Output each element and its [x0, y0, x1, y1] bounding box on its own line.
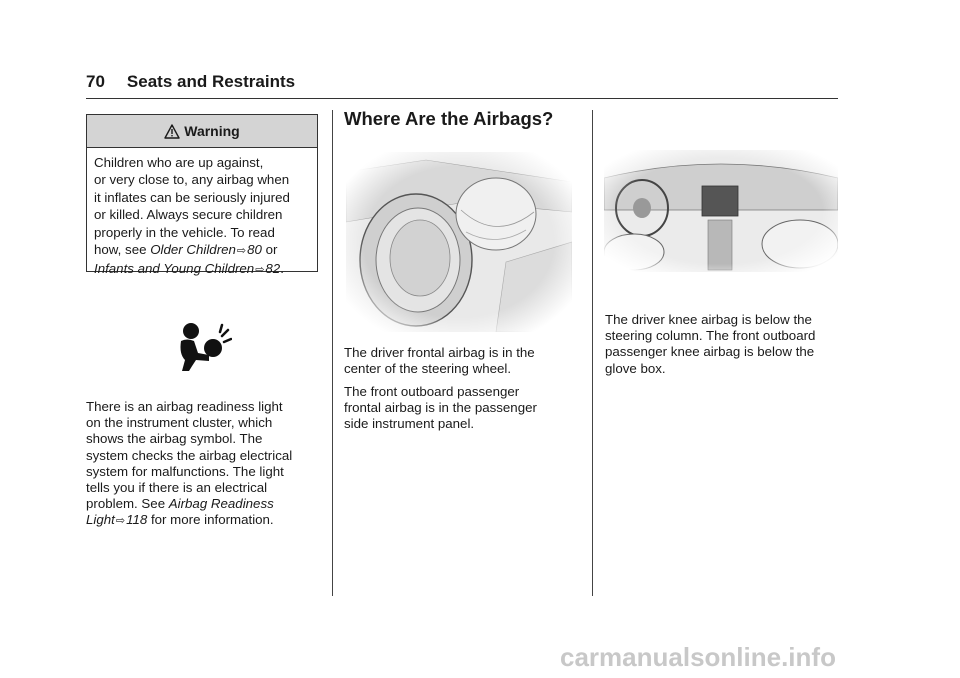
warning-line: or very close to, any airbag when [94, 172, 290, 188]
warning-line: it inflates can be seriously injured [94, 189, 290, 205]
link-infants-page[interactable]: 82 [265, 261, 281, 277]
text-line [86, 496, 292, 512]
text-line: glove box. [605, 360, 666, 376]
text-line: on the instrument cluster, which [86, 415, 273, 431]
airbag-readiness-symbol-icon [176, 322, 232, 372]
text-line: system checks the airbag electrical [86, 447, 293, 463]
page-ref-icon: ⇨ [236, 245, 247, 258]
text-line: The driver knee airbag is below the [605, 312, 812, 327]
warning-line-text: or [261, 242, 278, 258]
link-airbag-readiness-light-cont[interactable]: Light [86, 512, 115, 528]
readiness-light-text [86, 399, 292, 530]
header-rule [86, 98, 838, 99]
section-title: Seats and Restraints [126, 72, 296, 91]
page-ref-icon: ⇨ [115, 515, 126, 528]
column-divider-1 [332, 110, 333, 596]
warning-title: Warning [184, 123, 240, 139]
text-line-part: for more information. [147, 512, 274, 528]
text-line: passenger knee airbag is below the [605, 344, 815, 360]
warning-text [87, 148, 317, 280]
text-line: The driver frontal airbag is in the [344, 345, 535, 360]
page-header [86, 72, 295, 92]
warning-line-text: how, see [94, 242, 151, 258]
section-heading: Where Are the Airbags? [344, 108, 554, 129]
text-line-part: problem. See [86, 496, 169, 512]
knee-airbag-text [605, 312, 815, 377]
driver-frontal-airbag-illustration [346, 152, 572, 332]
column-divider-2 [592, 110, 593, 596]
warning-line: Children who are up against, [94, 155, 264, 170]
warning-line [94, 260, 311, 279]
page-ref-icon: ⇨ [255, 264, 265, 277]
text-line: system for malfunctions. The light [86, 463, 284, 479]
driver-frontal-text [344, 345, 535, 377]
watermark: carmanualsonline.info [560, 642, 836, 672]
text-line: center of the steering wheel. [344, 361, 512, 377]
link-readiness-page[interactable]: 118 [126, 512, 148, 528]
warning-line-text: . [280, 261, 284, 277]
warning-line: properly in the vehicle. To read [94, 224, 275, 240]
link-older-children-page[interactable]: 80 [247, 242, 262, 258]
text-line: tells you if there is an electrical [86, 480, 268, 496]
link-older-children[interactable]: Older Children [150, 242, 236, 258]
text-line: The front outboard passenger [344, 384, 520, 399]
text-line: side instrument panel. [344, 416, 475, 432]
text-line: steering column. The front outboard [605, 328, 816, 344]
knee-airbag-illustration [604, 150, 838, 272]
link-infants-young-children[interactable]: Infants and Young Children [94, 261, 255, 277]
warning-line [94, 241, 311, 260]
text-line: shows the airbag symbol. The [86, 431, 263, 447]
warning-header [87, 115, 317, 148]
warning-icon [164, 124, 180, 139]
page-number: 70 [86, 72, 105, 91]
text-line: frontal airbag is in the passenger [344, 400, 537, 416]
text-line: There is an airbag readiness light [86, 399, 283, 414]
passenger-frontal-text [344, 384, 537, 433]
text-line [86, 512, 292, 529]
link-airbag-readiness-light[interactable]: Airbag Readiness [168, 496, 274, 512]
warning-box [86, 114, 318, 277]
warning-line: or killed. Always secure children [94, 207, 283, 223]
